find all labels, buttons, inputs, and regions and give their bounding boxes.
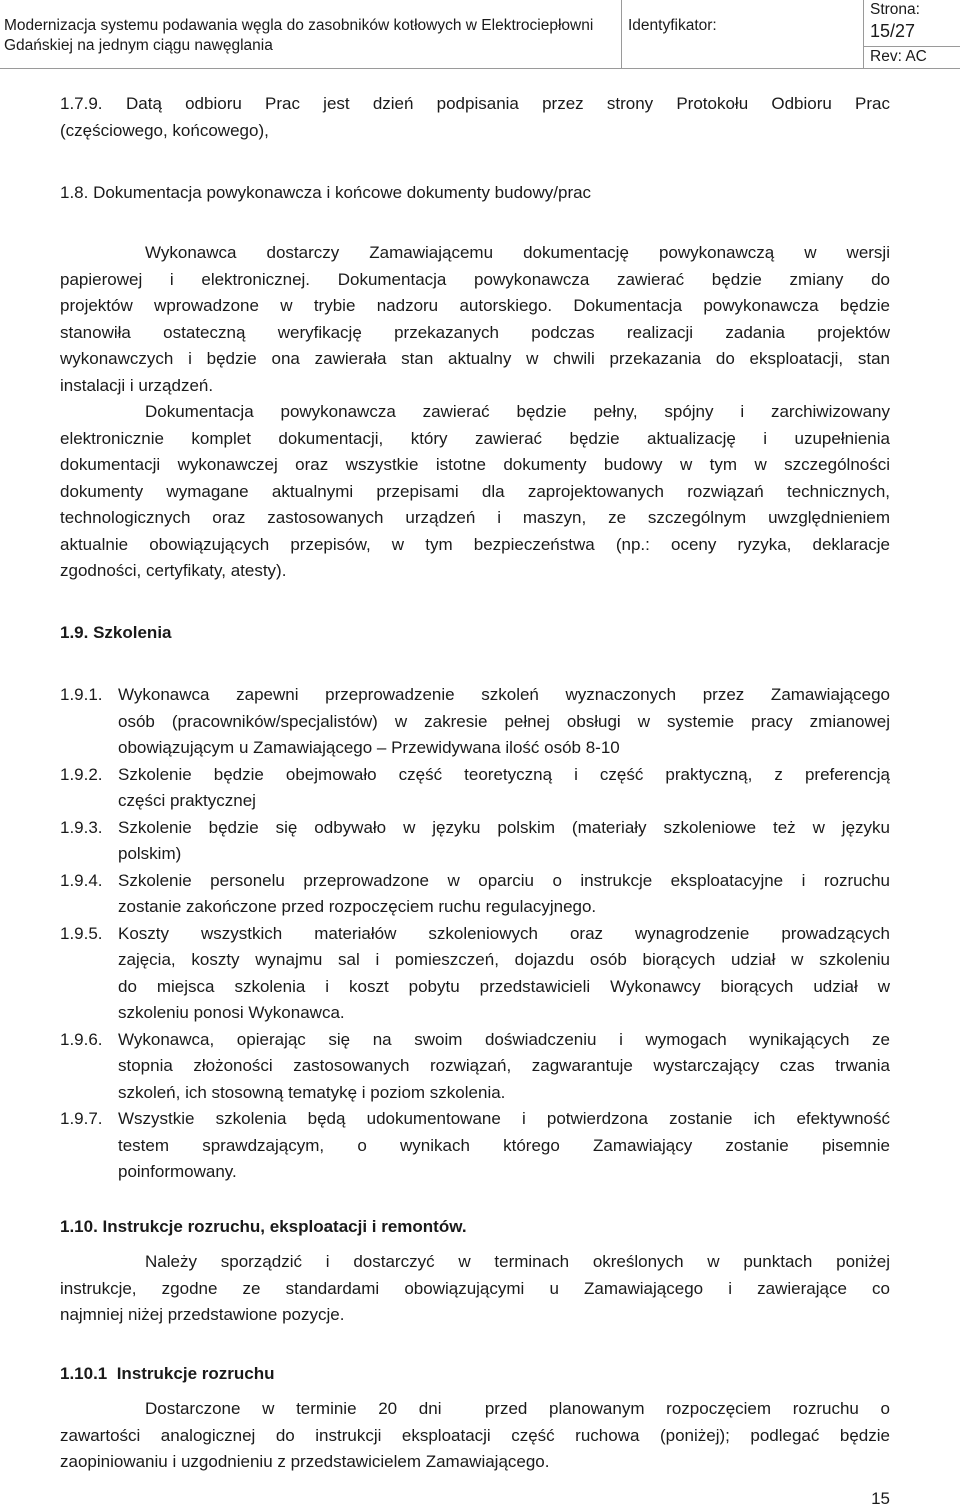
item-number: 1.9.1. <box>60 685 103 704</box>
paragraph-line: zaopiniowaniu i uzgodnieniu z przedstawicielem Zamawiającego. <box>60 1452 550 1471</box>
item-number: 1.9.4. <box>60 870 103 890</box>
paragraph-line: dokumentacji wykonawczej oraz wszystkie istotne dokumenty budowy w tym w szczególności <box>60 455 890 474</box>
list-item-line: części praktycznej <box>118 791 256 810</box>
page-value: 15/27 <box>870 21 916 41</box>
list-item-line: stopnia złożoności zastosowanych rozwiązań, zagwarantuje wystarczający czas trwania <box>118 1056 890 1075</box>
list-item-line: polskim) <box>118 844 182 863</box>
document-title-line2: Gdańskiej na jednym ciągu nawęglania <box>4 37 273 54</box>
paragraph-line: Wykonawca dostarczy Zamawiającemu dokumentację powykonawczą w wersji <box>145 243 890 262</box>
paragraph-line: zgodności, certyfikaty, atesty). <box>60 561 287 580</box>
identifier-label: Identyfikator: <box>622 0 864 68</box>
paragraph-line: papierowej i elektronicznej. Dokumentacja powykonawcza zawierać będzie zmiany do <box>60 269 890 289</box>
item-number: 1.9.5. <box>60 923 103 943</box>
paragraph-line: (częściowego, końcowego), <box>60 120 269 140</box>
item-number: 1.7.9. <box>60 94 103 113</box>
list-item-line: testem sprawdzającym, o wynikach którego Zamawiający zostanie pisemnie <box>118 1135 890 1155</box>
list-item-line: Szkolenie będzie obejmowało część teoretyczną i część praktyczną, z preferencją <box>118 764 890 784</box>
list-item-line: zajęcia, koszty wynajmu sal i pomieszczeń, dojazdu osób biorących udział w szkoleniu <box>118 950 890 969</box>
footer-page-number: 15 <box>871 1489 890 1508</box>
list-item-line: szkoleniu ponosi Wykonawca. <box>118 1003 345 1022</box>
paragraph-line: zawartości analogicznej do instrukcji eksploatacji część ruchowa (poniżej); podlegać będzie <box>60 1425 890 1445</box>
list-item-line: Koszty wszystkich materiałów szkoleniowych oraz wynagrodzenie prowadzących <box>118 923 890 943</box>
list-item-line: osób (pracowników/specjalistów) w zakresie pełnej obsługi w systemie pracy zmianowej <box>118 711 890 731</box>
list-item-line: Szkolenie będzie się odbywało w języku polskim (materiały szkoleniowe też w języku <box>118 817 890 837</box>
section-heading: 1.10. Instrukcje rozruchu, eksploatacji i remontów. <box>60 1217 467 1236</box>
paragraph-line: Dokumentacja powykonawcza zawierać będzie pełny, spójny i zarchiwizowany <box>145 402 890 421</box>
item-number: 1.9.7. <box>60 1109 103 1128</box>
paragraph-line: Dostarczone w terminie 20 dni przed planowanym rozpoczęciem rozruchu o <box>145 1399 890 1418</box>
paragraph-line: elektronicznie komplet dokumentacji, który zawierać będzie aktualizację i uzupełnienia <box>60 428 890 448</box>
section-heading: 1.9. Szkolenia <box>60 623 172 642</box>
list-item-line: zostanie zakończone przed rozpoczęciem ruchu regulacyjnego. <box>118 897 597 916</box>
paragraph-line: projektów wprowadzone w trybie nadzoru autorskiego. Dokumentacja powykonawcza będzie <box>60 296 890 315</box>
paragraph-line: stanowiła ostateczną weryfikację przekazanych podczas realizacji zadania projektów <box>60 322 890 342</box>
paragraph-line: najmniej niżej przedstawione pozycje. <box>60 1305 345 1324</box>
list-item-line: do miejsca szkolenia i koszt pobytu przedstawicieli Wykonawcy biorących udział w <box>118 976 890 996</box>
revision-label: Rev: AC <box>864 46 960 68</box>
page-box <box>864 0 960 68</box>
item-number: 1.9.2. <box>60 764 103 784</box>
section-heading: 1.8. Dokumentacja powykonawcza i końcowe dokumenty budowy/prac <box>60 183 592 202</box>
page-header <box>0 0 960 69</box>
subsection-heading: 1.10.1 Instrukcje rozruchu <box>60 1364 275 1383</box>
paragraph-line: wykonawczych i będzie ona zawierała stan aktualny w chwili przekazania do eksploatacji, stan <box>60 349 890 368</box>
paragraph-line: aktualnie obowiązujących przepisów, w tym bezpieczeństwa (np.: oceny ryzyka, deklaracje <box>60 534 890 554</box>
list-item-line: Szkolenie personelu przeprowadzone w oparciu o instrukcje eksploatacyjne i rozruchu <box>118 870 890 890</box>
list-item-line: szkoleń, ich stosowną tematykę i poziom szkolenia. <box>118 1082 506 1102</box>
paragraph-line: Należy sporządzić i dostarczyć w terminach określonych w punktach poniżej <box>145 1252 890 1271</box>
page-label: Strona: <box>870 1 920 18</box>
paragraph-line: instrukcje, zgodne ze standardami obowiązującymi u Zamawiającego i zawierające co <box>60 1278 890 1298</box>
paragraph-line: technologicznych oraz zastosowanych urządzeń i maszyn, ze szczególnym uwzględnieniem <box>60 508 890 527</box>
list-item-line: obowiązującym u Zamawiającego – Przewidywana ilość osób 8-10 <box>118 738 620 757</box>
item-number: 1.9.3. <box>60 817 103 837</box>
paragraph-line: dokumenty wymagane aktualnymi przepisami dla zaprojektowanych rozwiązań technicznych, <box>60 481 890 501</box>
document-title-line1: Modernizacja systemu podawania węgla do zasobników kotłowych w Elektrociepłowni <box>4 17 594 34</box>
list-item-line: Wykonawca zapewni przeprowadzenie szkoleń wyznaczonych przez Zamawiającego <box>118 685 890 704</box>
list-item-line: Wszystkie szkolenia będą udokumentowane i potwierdzona zostanie ich efektywność <box>118 1109 890 1128</box>
list-item-line: Wykonawca, opierając się na swoim doświadczeniu i wymogach wynikających ze <box>118 1029 890 1049</box>
paragraph-line: instalacji i urządzeń. <box>60 375 214 395</box>
document-title <box>4 0 622 68</box>
paragraph-line: Datą odbioru Prac jest dzień podpisania przez strony Protokołu Odbioru Prac <box>126 94 890 113</box>
item-number: 1.9.6. <box>60 1029 103 1049</box>
list-item-line: poinformowany. <box>118 1162 237 1181</box>
